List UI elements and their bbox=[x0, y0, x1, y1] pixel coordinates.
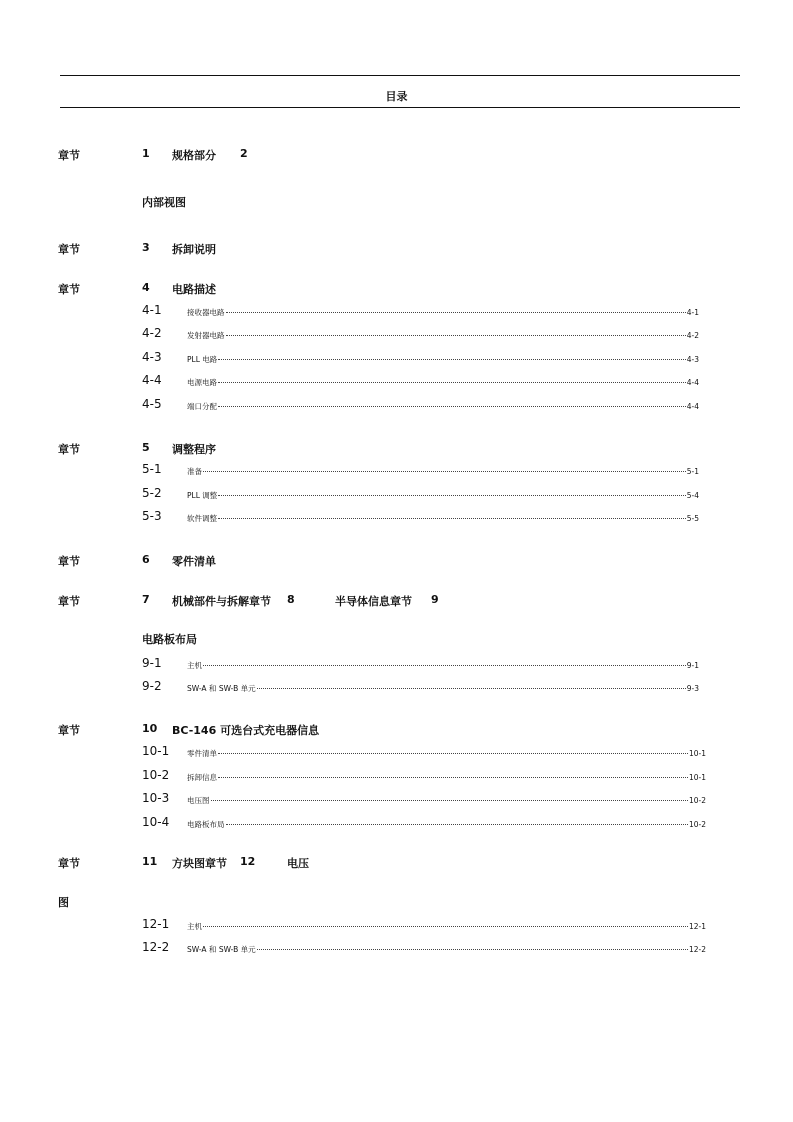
toc-entry[interactable] bbox=[187, 354, 699, 365]
section-number: 4-5 bbox=[142, 397, 162, 411]
chapter-title: BC-146 可选台式充电器信息 bbox=[172, 724, 320, 737]
chapter-number: 4 bbox=[142, 281, 150, 294]
toc-entry[interactable] bbox=[187, 683, 699, 694]
entry-label: 主机 bbox=[187, 661, 202, 670]
section-number: 12-2 bbox=[142, 940, 170, 954]
chapter-label: 章节 bbox=[58, 443, 80, 456]
section-number: 10-1 bbox=[142, 744, 170, 758]
dot-leader bbox=[226, 312, 686, 313]
chapter-title: 电路板布局 bbox=[142, 633, 197, 646]
entry-label: 电压图 bbox=[187, 796, 210, 805]
chapter-title: 规格部分 bbox=[172, 149, 216, 162]
toc-entry[interactable] bbox=[187, 944, 706, 955]
entry-page: 10-1 bbox=[688, 749, 706, 758]
entry-label: 拆卸信息 bbox=[187, 773, 217, 782]
chapter-number: 11 bbox=[142, 855, 158, 868]
chapter-title: 零件清单 bbox=[172, 555, 216, 568]
entry-page: 10-2 bbox=[688, 820, 706, 829]
entry-page: 10-1 bbox=[688, 773, 706, 782]
chapter-title: 机械部件与拆解章节 bbox=[172, 595, 271, 608]
entry-label: SW-A 和 SW-B 单元 bbox=[187, 684, 256, 693]
section-number: 4-3 bbox=[142, 350, 162, 364]
section-number: 10-2 bbox=[142, 768, 170, 782]
toc-entry[interactable] bbox=[187, 513, 699, 524]
entry-page: 4-2 bbox=[686, 331, 699, 340]
entry-label: 电路板布局 bbox=[187, 820, 225, 829]
section-number: 9-1 bbox=[142, 656, 162, 670]
toc-entry[interactable] bbox=[187, 921, 706, 932]
toc-entry[interactable] bbox=[187, 772, 706, 783]
section-number: 5-1 bbox=[142, 462, 162, 476]
entry-label: 接收器电路 bbox=[187, 308, 225, 317]
entry-label: 准备 bbox=[187, 467, 202, 476]
chapter-number: 10 bbox=[142, 722, 158, 735]
dot-leader bbox=[203, 665, 686, 666]
section-number: 4-2 bbox=[142, 326, 162, 340]
chapter-number: 6 bbox=[142, 553, 150, 566]
chapter-label: 章节 bbox=[58, 724, 80, 737]
section-number: 4-4 bbox=[142, 373, 162, 387]
chapter-number: 3 bbox=[142, 241, 150, 254]
entry-page: 4-3 bbox=[686, 355, 699, 364]
section-number: 12-1 bbox=[142, 917, 170, 931]
dot-leader bbox=[203, 471, 686, 472]
toc-entry[interactable] bbox=[187, 307, 699, 318]
entry-page: 4-1 bbox=[686, 308, 699, 317]
chapter-number: 1 bbox=[142, 147, 150, 160]
entry-page: 12-1 bbox=[688, 922, 706, 931]
entry-label: 发射器电路 bbox=[187, 331, 225, 340]
entry-page: 4-4 bbox=[686, 402, 699, 411]
dot-leader bbox=[257, 949, 688, 950]
entry-page: 5-1 bbox=[686, 467, 699, 476]
page-title: 目录 bbox=[385, 90, 408, 103]
toc-entry[interactable] bbox=[187, 401, 699, 412]
chapter-title: 电压 bbox=[287, 857, 309, 870]
dot-leader bbox=[218, 777, 688, 778]
entry-label: 端口分配 bbox=[187, 402, 217, 411]
chapter-label: 章节 bbox=[58, 555, 80, 568]
dot-leader bbox=[226, 335, 686, 336]
chapter-title: 半导体信息章节 bbox=[335, 595, 412, 608]
toc-entry[interactable] bbox=[187, 330, 699, 341]
title-underline bbox=[60, 107, 740, 108]
entry-page: 9-3 bbox=[686, 684, 699, 693]
toc-entry[interactable] bbox=[187, 466, 699, 477]
entry-page: 9-1 bbox=[686, 661, 699, 670]
dot-leader bbox=[218, 359, 685, 360]
entry-page: 4-4 bbox=[686, 378, 699, 387]
chapter-number: 2 bbox=[240, 147, 248, 160]
dot-leader bbox=[218, 518, 686, 519]
entry-label: SW-A 和 SW-B 单元 bbox=[187, 945, 256, 954]
dot-leader bbox=[257, 688, 686, 689]
dot-leader bbox=[218, 406, 686, 407]
entry-page: 5-4 bbox=[686, 491, 699, 500]
section-number: 10-4 bbox=[142, 815, 170, 829]
dot-leader bbox=[218, 495, 685, 496]
chapter-number: 9 bbox=[431, 593, 439, 606]
chapter-number: 7 bbox=[142, 593, 150, 606]
chapter-title: 拆卸说明 bbox=[172, 243, 216, 256]
dot-leader bbox=[203, 926, 688, 927]
chapter-title: 内部视图 bbox=[142, 196, 186, 209]
chapter-number: 5 bbox=[142, 441, 150, 454]
dot-leader bbox=[218, 753, 688, 754]
chapter-title: 电路描述 bbox=[172, 283, 216, 296]
dot-leader bbox=[218, 382, 686, 383]
section-number: 9-2 bbox=[142, 679, 162, 693]
section-number: 4-1 bbox=[142, 303, 162, 317]
entry-label: 主机 bbox=[187, 922, 202, 931]
chapter-label: 章节 bbox=[58, 283, 80, 296]
section-number: 10-3 bbox=[142, 791, 170, 805]
dot-leader bbox=[226, 824, 688, 825]
chapter-number: 8 bbox=[287, 593, 295, 606]
top-rule bbox=[60, 75, 740, 76]
entry-page: 12-2 bbox=[688, 945, 706, 954]
entry-label: PLL 电路 bbox=[187, 355, 218, 364]
toc-entry[interactable] bbox=[187, 795, 706, 806]
entry-label: 软件调整 bbox=[187, 514, 217, 523]
section-number: 5-3 bbox=[142, 509, 162, 523]
chapter-number: 12 bbox=[240, 855, 256, 868]
entry-label: 电源电路 bbox=[187, 378, 217, 387]
chapter-label: 章节 bbox=[58, 149, 80, 162]
entry-label: PLL 调整 bbox=[187, 491, 218, 500]
entry-page: 5-5 bbox=[686, 514, 699, 523]
entry-label: 零件清单 bbox=[187, 749, 217, 758]
toc-entry[interactable] bbox=[187, 819, 706, 830]
chapter-label: 章节 bbox=[58, 857, 80, 870]
section-number: 5-2 bbox=[142, 486, 162, 500]
chapter-title: 方块图章节 bbox=[172, 857, 227, 870]
toc-entry[interactable] bbox=[187, 660, 699, 671]
chapter-title: 调整程序 bbox=[172, 443, 216, 456]
toc-entry[interactable] bbox=[187, 377, 699, 388]
toc-entry[interactable] bbox=[187, 748, 706, 759]
toc-entry[interactable] bbox=[187, 490, 699, 501]
chapter-title-continuation: 图 bbox=[58, 896, 69, 909]
dot-leader bbox=[211, 800, 688, 801]
chapter-label: 章节 bbox=[58, 243, 80, 256]
entry-page: 10-2 bbox=[688, 796, 706, 805]
chapter-label: 章节 bbox=[58, 595, 80, 608]
